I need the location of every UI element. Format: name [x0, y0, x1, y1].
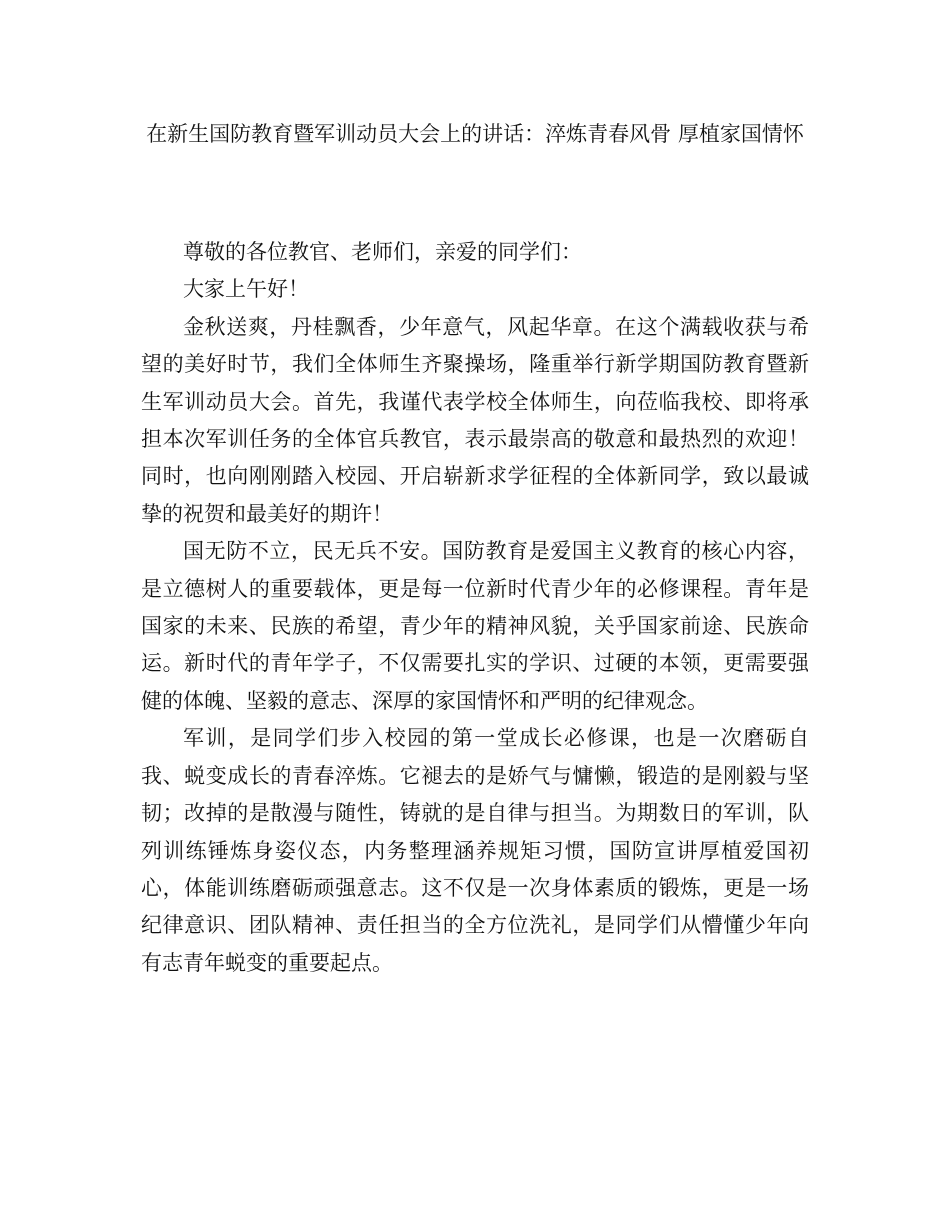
document-body	[141, 234, 809, 982]
paragraph: 军训，是同学们步入校园的第一堂成长必修课，也是一次磨砺自我、蜕变成长的青春淬炼。它褪去的是娇气与慵懒，锻造的是刚毅与坚韧；改掉的是散漫与随性，铸就的是自律与担当。为期数日的军训，队列训练锤炼身姿仪态，内务整理涵养规矩习惯，国防宣讲厚植爱国初心，体能训练磨砺顽强意志。这不仅是一次身体素质的锻炼，更是一场纪律意识、团队精神、责任担当的全方位洗礼，是同学们从懵懂少年向有志青年蜕变的重要起点。	[141, 726, 809, 975]
paragraph: 金秋送爽，丹桂飘香，少年意气，风起华章。在这个满载收获与希望的美好时节，我们全体师生齐聚操场，隆重举行新学期国防教育暨新生军训动员大会。首先，我谨代表学校全体师生，向莅临我校、即将承担本次军训任务的全体官兵教官，表示最崇高的敬意和最热烈的欢迎！同时，也向刚刚踏入校园、开启崭新求学征程的全体新同学，致以最诚挚的祝贺和最美好的期许！	[141, 314, 809, 526]
salutation: 尊敬的各位教官、老师们，亲爱的同学们：	[183, 240, 582, 264]
paragraph: 国无防不立，民无兵不安。国防教育是爱国主义教育的核心内容，是立德树人的重要载体，更是每一位新时代青少年的必修课程。青年是国家的未来、民族的希望，青少年的精神风貌，关乎国家前途、民族命运。新时代的青年学子，不仅需要扎实的学识、过硬的本领，更需要强健的体魄、坚毅的意志、深厚的家国情怀和严明的纪律观念。	[141, 539, 809, 713]
greeting: 大家上午好！	[183, 277, 309, 302]
document-title: 在新生国防教育暨军训动员大会上的讲话：淬炼青春风骨 厚植家国情怀	[146, 122, 804, 146]
